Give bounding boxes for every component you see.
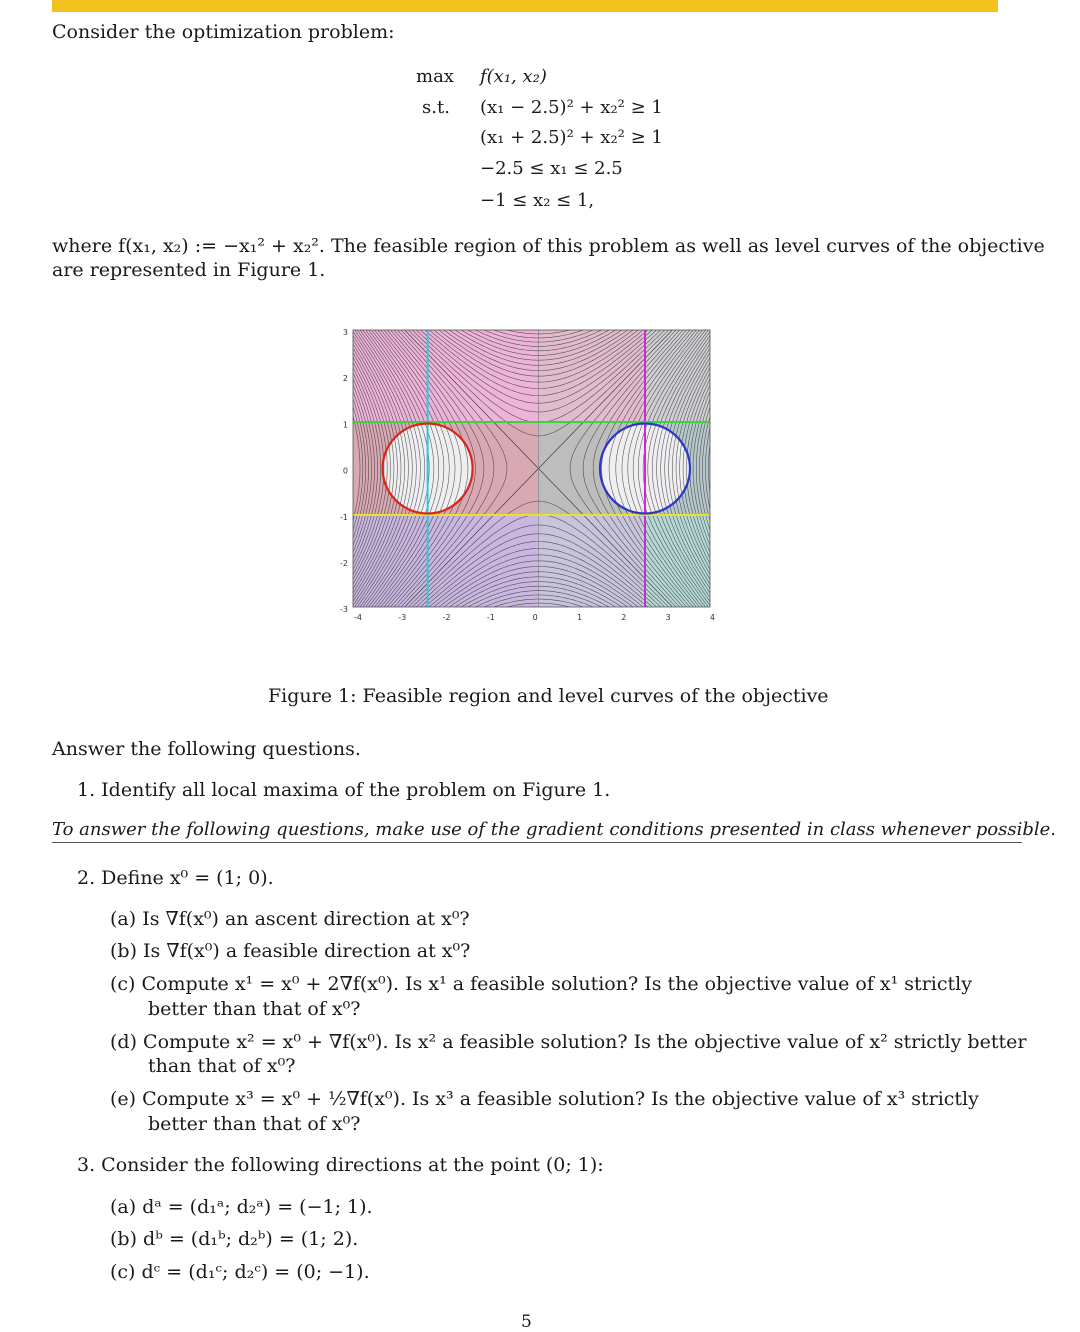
header-bar <box>52 0 998 12</box>
question-2e-line-2: better than that of x⁰? <box>148 1113 361 1135</box>
page-number: 5 <box>521 1312 532 1332</box>
question-3b: (b) dᵇ = (d₁ᵇ; d₂ᵇ) = (1; 2). <box>110 1228 359 1250</box>
x-tick-label: 2 <box>621 613 627 622</box>
level-curve <box>717 322 718 621</box>
y-tick-label: -2 <box>340 559 348 568</box>
objective: f(x₁, x₂) <box>480 66 547 87</box>
question-3c: (c) dᶜ = (d₁ᶜ; d₂ᶜ) = (0; −1). <box>110 1261 370 1283</box>
question-2c-line-1: (c) Compute x¹ = x⁰ + 2∇f(x⁰). Is x¹ a feasible solution? Is the objective value of x¹ strictly <box>110 973 972 995</box>
question-2d-line-2: than that of x⁰? <box>148 1055 296 1077</box>
x-tick-label: -2 <box>442 613 451 622</box>
x-tick-label: 3 <box>665 613 671 622</box>
y-tick-label: -1 <box>340 512 348 522</box>
max-label: max <box>416 66 454 87</box>
y-tick-label: 2 <box>342 374 348 384</box>
st-label: s.t. <box>422 97 450 118</box>
question-2b: (b) Is ∇f(x⁰) a feasible direction at x⁰? <box>110 940 471 962</box>
question-2e-line-1: (e) Compute x³ = x⁰ + ½∇f(x⁰). Is x³ a feasible solution? Is the objective value of x³ strictly <box>110 1088 979 1110</box>
question-2a: (a) Is ∇f(x⁰) an ascent direction at x⁰? <box>110 908 470 930</box>
x-tick-label: 4 <box>709 613 715 622</box>
intro-text: Consider the optimization problem: <box>52 21 395 43</box>
constraint-1: (x₁ − 2.5)² + x₂² ≥ 1 <box>480 97 663 118</box>
x-tick-label: -3 <box>398 613 407 622</box>
where-line-2: are represented in Figure 1. <box>52 259 326 281</box>
question-3-head: 3. Consider the following directions at the point (0; 1): <box>77 1154 604 1176</box>
where-line-1: where f(x₁, x₂) := −x₁² + x₂². The feasible region of this problem as well as level curves of the objective <box>52 235 1045 257</box>
question-2-head: 2. Define x⁰ = (1; 0). <box>77 867 274 889</box>
figure-caption: Figure 1: Feasible region and level curves of the objective <box>268 685 829 707</box>
answer-intro: Answer the following questions. <box>52 738 361 760</box>
y-tick-label: -3 <box>340 605 348 615</box>
y-tick-label: 0 <box>342 466 348 476</box>
x-tick-label: -1 <box>486 613 495 622</box>
constraint-2: (x₁ + 2.5)² + x₂² ≥ 1 <box>480 127 663 148</box>
question-2c-line-2: better than that of x⁰? <box>148 998 361 1020</box>
question-1: 1. Identify all local maxima of the problem on Figure 1. <box>77 779 611 801</box>
y-axis-ticks <box>340 328 348 614</box>
y-tick-label: 1 <box>342 420 348 430</box>
instruction-note: To answer the following questions, make use of the gradient conditions presented in class whenever possible. <box>52 819 1057 840</box>
level-curve <box>711 322 718 621</box>
instruction-underline <box>52 842 1022 843</box>
level-curve <box>714 322 718 621</box>
feasible-region-figure <box>338 322 718 627</box>
x-tick-label: -4 <box>354 613 362 622</box>
x-tick-label: 1 <box>576 613 583 622</box>
level-curve <box>351 322 718 330</box>
constraint-3: −2.5 ≤ x₁ ≤ 2.5 <box>480 158 623 179</box>
y-tick-label: 3 <box>342 328 348 337</box>
question-3a: (a) dᵃ = (d₁ᵃ; d₂ᵃ) = (−1; 1). <box>110 1196 373 1218</box>
question-2d-line-1: (d) Compute x² = x⁰ + ∇f(x⁰). Is x² a feasible solution? Is the objective value of x² strictly better <box>110 1031 1027 1053</box>
x-tick-label: 0 <box>532 613 538 622</box>
x-axis-ticks <box>354 613 715 622</box>
constraint-4: −1 ≤ x₂ ≤ 1, <box>480 190 595 211</box>
